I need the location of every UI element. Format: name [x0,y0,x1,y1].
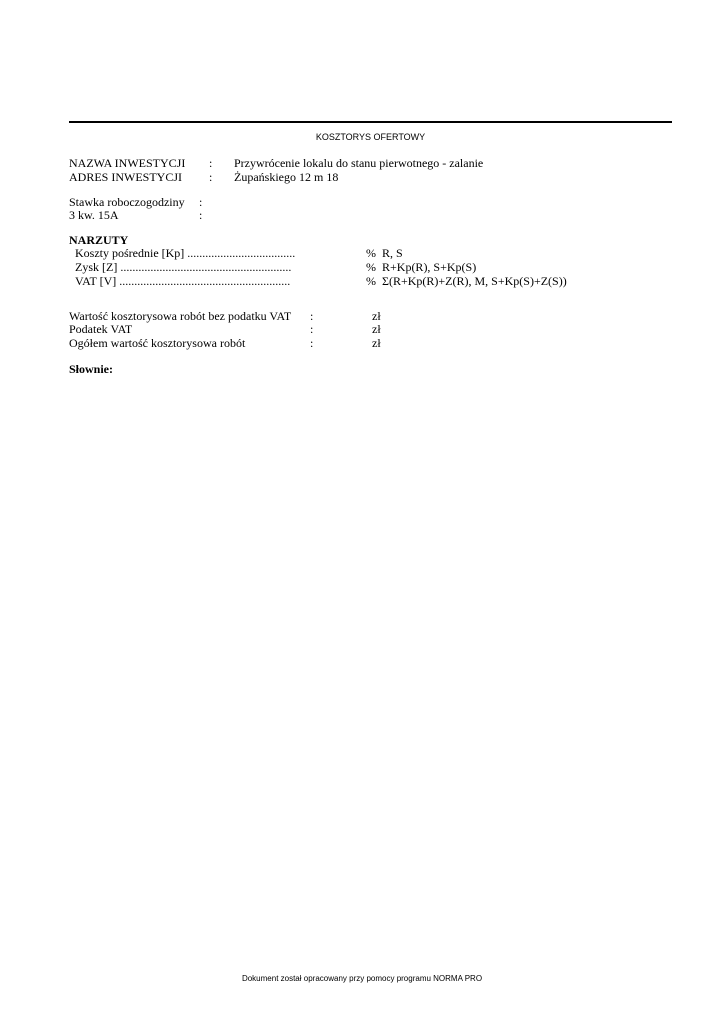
surcharge-label: VAT [V] ......................................................... [75,274,291,288]
top-rule [69,121,672,123]
surcharge-basis: R, S [382,246,403,260]
total-label: Podatek VAT [69,322,133,336]
surcharge-unit: % [366,260,376,274]
in-words-label: Słownie: [69,362,114,376]
total-label: Ogółem wartość kosztorysowa robót [69,336,246,350]
surcharge-label: Koszty pośrednie [Kp] .................................... [75,246,296,260]
kw-colon: : [199,208,203,222]
hourly-rate-colon: : [199,195,203,209]
investment-address-value: Żupańskiego 12 m 18 [234,170,339,184]
hourly-rate-label: Stawka roboczogodziny [69,195,185,209]
investment-name-colon: : [209,156,213,170]
total-label: Wartość kosztorysowa robót bez podatku VAT [69,309,292,323]
total-colon: : [310,309,314,323]
surcharge-unit: % [366,274,376,288]
investment-name-value: Przywrócenie lokalu do stanu pierwotnego - zalanie [234,156,484,170]
surcharge-basis: R+Kp(R), S+Kp(S) [382,260,477,274]
footer-note: Dokument został opracowany przy pomocy programu NORMA PRO [241,974,483,983]
investment-name-label: NAZWA INWESTYCJI [69,156,186,170]
total-unit: zł [372,322,381,336]
investment-address-label: ADRES INWESTYCJI [69,170,182,184]
document-title: KOSZTORYS OFERTOWY [315,132,426,142]
total-colon: : [310,336,314,350]
surcharge-unit: % [366,246,376,260]
total-unit: zł [372,309,381,323]
surcharge-basis: Σ(R+Kp(R)+Z(R), M, S+Kp(S)+Z(S)) [382,274,567,288]
investment-address-colon: : [209,170,213,184]
surcharges-heading: NARZUTY [69,233,129,247]
total-colon: : [310,322,314,336]
surcharge-label: Zysk [Z] ......................................................... [75,260,292,274]
total-unit: zł [372,336,381,350]
kw-label: 3 kw. 15A [69,208,119,222]
